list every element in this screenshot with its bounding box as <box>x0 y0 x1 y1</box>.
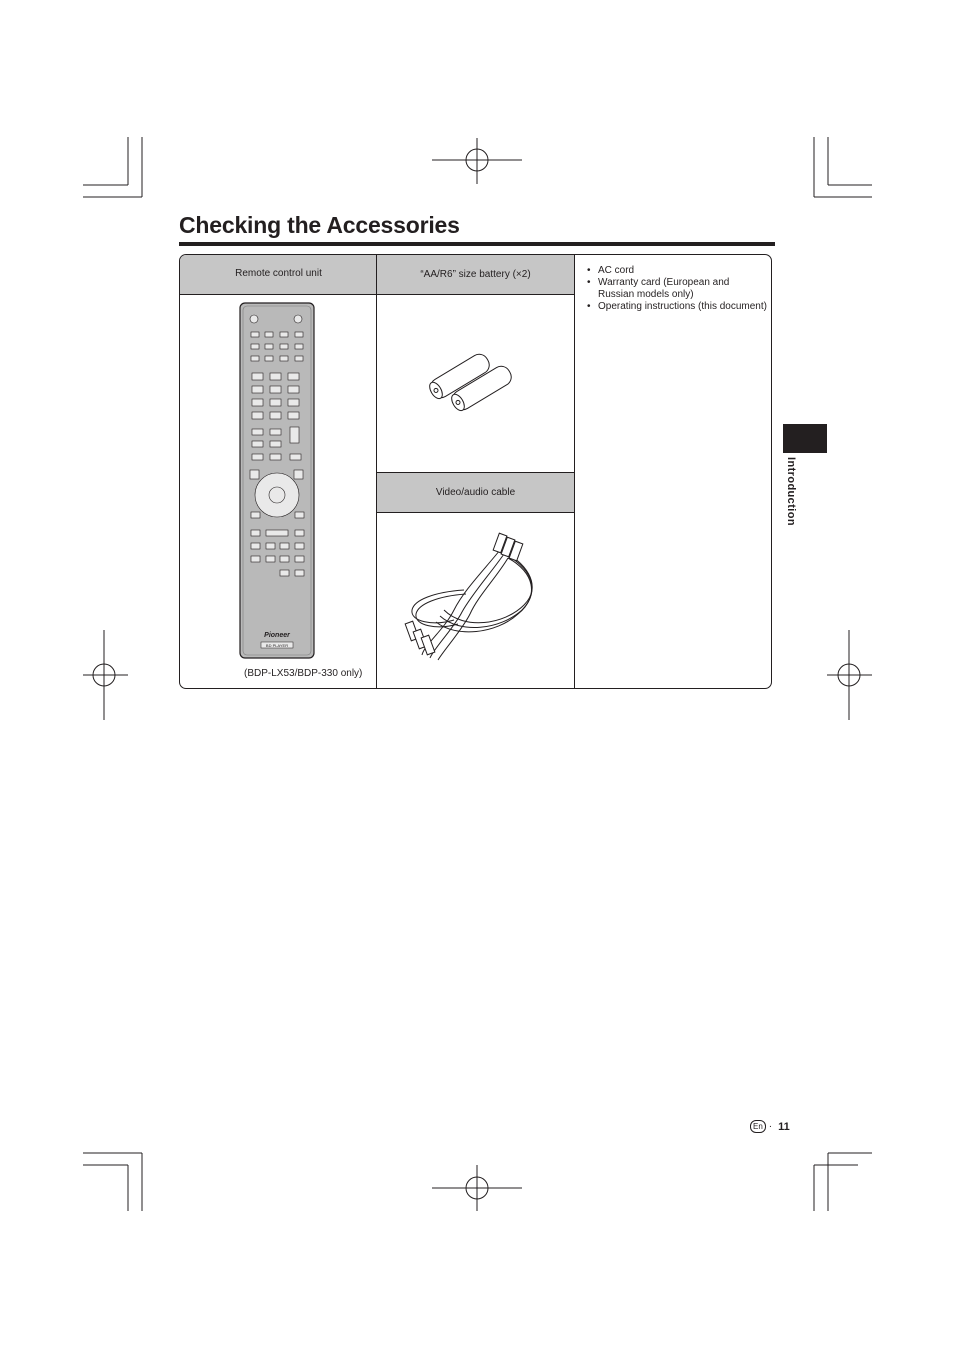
column-divider <box>574 255 575 689</box>
remote-header-cell <box>180 255 377 295</box>
remote-brand-logo: Pioneer <box>264 632 290 639</box>
column-divider <box>376 255 377 689</box>
list-item: • AC cord <box>587 265 767 277</box>
remote-model-label: BD PLAYER <box>265 643 289 648</box>
cable-illustration <box>404 530 546 664</box>
remote-caption: (BDP-LX53/BDP-330 only) <box>244 668 363 679</box>
title-underline <box>179 242 775 246</box>
page-title: Checking the Accessories <box>179 212 460 238</box>
battery-header-label: “AA/R6” size battery (×2) <box>420 269 531 280</box>
cable-header-label: Video/audio cable <box>435 487 516 498</box>
other-accessories-list <box>587 265 767 313</box>
section-tab-label: Introduction <box>785 457 797 526</box>
page-number: 11 <box>778 1120 790 1133</box>
battery-illustration <box>420 346 524 414</box>
cable-header-cell <box>377 472 574 513</box>
page-number-block <box>750 1120 790 1133</box>
list-item: • Operating instructions (this document) <box>587 301 767 313</box>
remote-control-illustration <box>238 302 316 660</box>
page-separator: · <box>768 1121 773 1132</box>
language-badge: En <box>750 1120 766 1133</box>
remote-header-label: Remote control unit <box>235 268 322 279</box>
section-tab <box>783 424 827 453</box>
battery-header-cell <box>377 255 574 295</box>
list-item: • Warranty card (European and Russian models only) <box>587 277 767 301</box>
